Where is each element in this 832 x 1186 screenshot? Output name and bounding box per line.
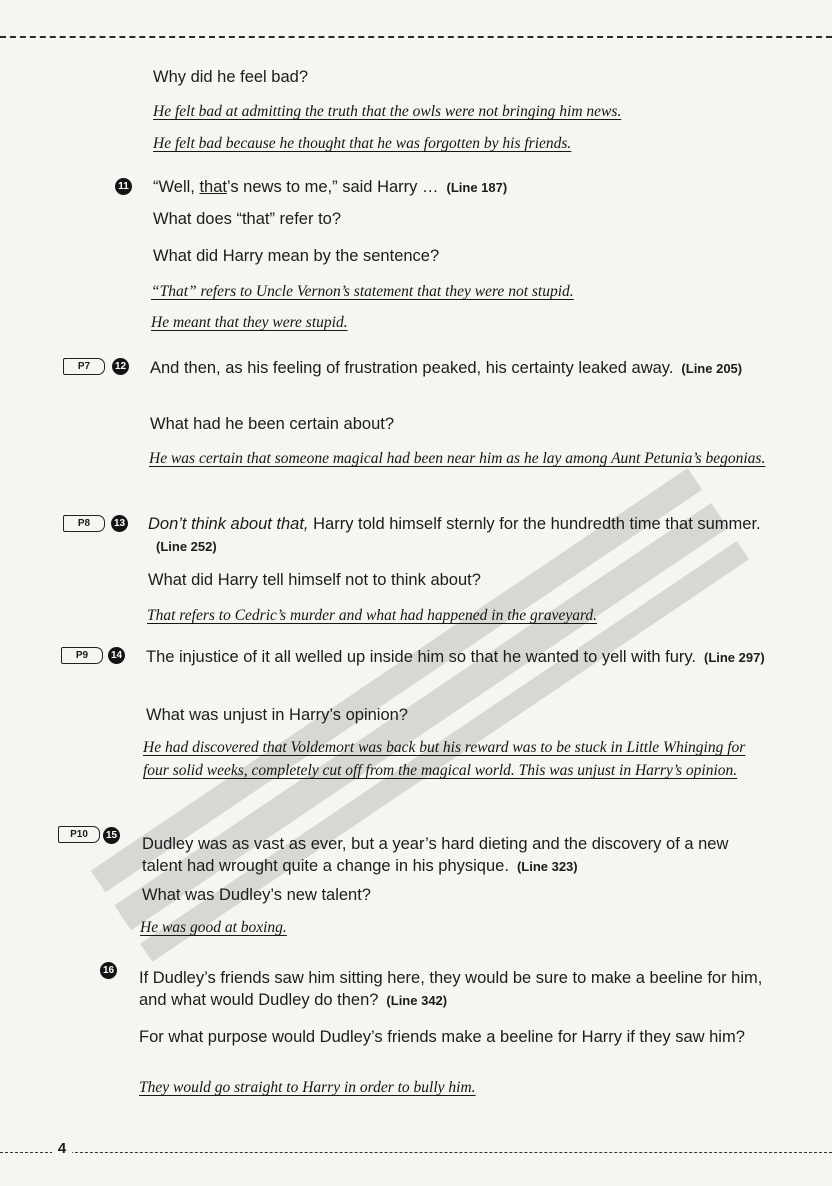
question-text: For what purpose would Dudley’s friends make a beeline for Harry if they saw him? (139, 1028, 745, 1046)
line-reference: (Line 252) (156, 539, 217, 554)
answer-text: He felt bad at admitting the truth that the owls were not bringing him news. (153, 103, 622, 120)
top-divider (0, 36, 832, 38)
page-reference-box: P8 (63, 515, 105, 532)
answer-text: He was certain that someone magical had been near him as he lay among Aunt Petunia’s begonias. (149, 450, 766, 467)
question-text: What did Harry tell himself not to think about? (148, 571, 481, 589)
question-text: What was Dudley’s new talent? (142, 886, 371, 904)
quote-text: The injustice of it all welled up inside him so that he wanted to yell with fury. (Line 297) (146, 648, 765, 666)
quote-text: Don’t think about that, Harry told himself sternly for the hundredth time that summer.(Line 252) (148, 515, 761, 554)
question-text: Why did he feel bad? (153, 68, 309, 86)
quote-text: Dudley was as vast as ever, but a year’s hard dieting and the discovery of a new talent had wrought quite a change in his physique. (Line 323) (142, 835, 729, 875)
answer-text: He felt bad because he thought that he was forgotten by his friends. (153, 135, 572, 152)
underlined-word: that (199, 178, 227, 196)
question-text: What was unjust in Harry’s opinion? (146, 706, 408, 724)
line-reference: (Line 297) (703, 650, 765, 665)
quote-text: “Well, that’s news to me,” said Harry … (Line 187) (153, 178, 508, 196)
answer-text: He had discovered that Voldemort was back but his reward was to be stuck in Little Whinging for four solid weeks, completely cut off from the magical world. This was unjust in Harry’s opinion. (143, 739, 746, 779)
answer-text: “That” refers to Uncle Vernon’s statement that they were not stupid. (151, 283, 574, 300)
answer-text: He meant that they were stupid. (151, 314, 348, 331)
line-reference: (Line 323) (516, 859, 578, 874)
question-number-badge: 14 (108, 647, 125, 664)
quote-text: If Dudley’s friends saw him sitting here, they would be sure to make a beeline for him, and what would Dudley do then? (Line 342) (139, 969, 763, 1009)
answer-text: That refers to Cedric’s murder and what had happened in the graveyard. (147, 607, 598, 624)
line-reference: (Line 187) (446, 180, 508, 195)
answer-text: He was good at boxing. (140, 919, 287, 936)
page-number: 4 (52, 1140, 72, 1160)
question-text: What had he been certain about? (150, 415, 395, 433)
page-reference-box: P7 (63, 358, 105, 375)
line-reference: (Line 342) (386, 993, 448, 1008)
quote-text: And then, as his feeling of frustration peaked, his certainty leaked away. (Line 205) (150, 359, 743, 377)
question-text: What did Harry mean by the sentence? (153, 247, 440, 265)
bottom-divider (0, 1152, 832, 1153)
page-reference-box: P10 (58, 826, 100, 843)
answer-text: They would go straight to Harry in order to bully him. (139, 1079, 476, 1096)
question-number-badge: 15 (103, 827, 120, 844)
page-reference-box: P9 (61, 647, 103, 664)
question-number-badge: 11 (115, 178, 132, 195)
question-number-badge: 13 (111, 515, 128, 532)
question-number-badge: 12 (112, 358, 129, 375)
question-number-badge: 16 (100, 962, 117, 979)
line-reference: (Line 205) (681, 361, 743, 376)
question-text: What does “that” refer to? (153, 210, 342, 228)
